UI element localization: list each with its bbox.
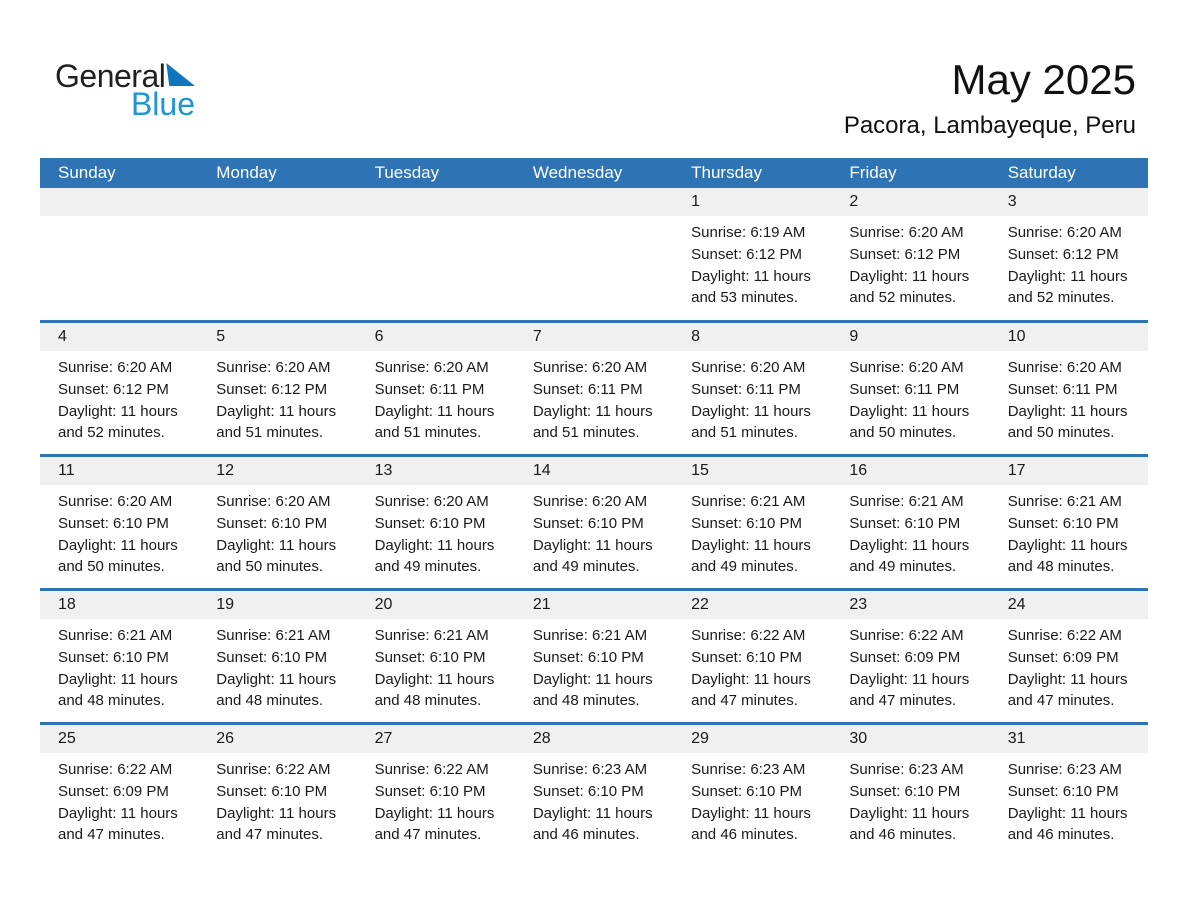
sunrise-text: Sunrise: 6:21 AM: [58, 627, 173, 644]
day-cell-8: [673, 323, 831, 454]
day-cell-6: [357, 323, 515, 454]
daylight-text: Daylight: 11 hours and 51 minutes.: [374, 402, 495, 442]
day-number: 31: [990, 725, 1148, 753]
daylight-text: Daylight: 11 hours and 52 minutes.: [1007, 267, 1128, 307]
day-info: [357, 216, 515, 232]
day-number: 3: [990, 188, 1148, 216]
day-info: [357, 753, 515, 856]
day-number: 29: [673, 725, 831, 753]
sunrise-text: Sunrise: 6:22 AM: [216, 761, 331, 778]
day-cell-empty: [40, 188, 198, 320]
day-cell-23: [831, 591, 989, 722]
sunrise-text: Sunrise: 6:20 AM: [216, 493, 331, 510]
day-number: 21: [515, 591, 673, 619]
daylight-text: Daylight: 11 hours and 49 minutes.: [374, 536, 495, 576]
day-cell-16: [831, 457, 989, 588]
sunrise-text: Sunrise: 6:20 AM: [1007, 224, 1122, 241]
daylight-text: Daylight: 11 hours and 51 minutes.: [532, 402, 653, 442]
day-cell-10: [990, 323, 1148, 454]
day-cell-15: [673, 457, 831, 588]
sunrise-text: Sunrise: 6:20 AM: [58, 359, 173, 376]
day-cell-24: [990, 591, 1148, 722]
day-cell-25: [40, 725, 198, 856]
day-info: [515, 753, 673, 856]
day-number: 17: [990, 457, 1148, 485]
sunset-text: Sunset: 6:12 PM: [216, 380, 328, 398]
day-cell-2: [831, 188, 989, 320]
day-cell-27: [357, 725, 515, 856]
sunrise-text: Sunrise: 6:21 AM: [374, 627, 489, 644]
daylight-text: Daylight: 11 hours and 47 minutes.: [58, 804, 178, 844]
day-cell-18: [40, 591, 198, 722]
sunrise-text: Sunrise: 6:20 AM: [216, 359, 331, 376]
day-info: [515, 351, 673, 454]
day-number: 23: [831, 591, 989, 619]
day-info: [515, 619, 673, 722]
day-cell-11: [40, 457, 198, 588]
day-cell-13: [357, 457, 515, 588]
daylight-text: Daylight: 11 hours and 51 minutes.: [216, 402, 337, 442]
day-cell-19: [198, 591, 356, 722]
weekday-header-friday: Friday: [849, 163, 897, 182]
day-cell-28: [515, 725, 673, 856]
daylight-text: Daylight: 11 hours and 47 minutes.: [849, 670, 970, 710]
day-info: [990, 351, 1148, 454]
sunrise-text: Sunrise: 6:21 AM: [849, 493, 964, 510]
calendar-table: [40, 158, 1148, 856]
sunrise-text: Sunrise: 6:21 AM: [691, 493, 806, 510]
sunrise-text: Sunrise: 6:21 AM: [1007, 493, 1122, 510]
day-number: 26: [198, 725, 356, 753]
sunrise-text: Sunrise: 6:22 AM: [58, 761, 173, 778]
general-blue-logo: [55, 60, 195, 120]
daylight-text: Daylight: 11 hours and 49 minutes.: [691, 536, 811, 576]
weekday-header-saturday: Saturday: [1007, 163, 1076, 182]
day-number: 18: [40, 591, 198, 619]
sunset-text: Sunset: 6:09 PM: [849, 648, 961, 666]
sunrise-text: Sunrise: 6:20 AM: [532, 359, 648, 376]
sunset-text: Sunset: 6:10 PM: [849, 782, 961, 800]
sunset-text: Sunset: 6:10 PM: [691, 648, 803, 666]
day-number: 2: [831, 188, 989, 216]
sunrise-text: Sunrise: 6:22 AM: [849, 627, 964, 644]
sunrise-text: Sunrise: 6:21 AM: [216, 627, 331, 644]
sunset-text: Sunset: 6:10 PM: [532, 648, 644, 666]
day-info: [40, 351, 198, 454]
day-number: 30: [831, 725, 989, 753]
day-info: [831, 485, 989, 588]
sunrise-text: Sunrise: 6:22 AM: [691, 627, 806, 644]
day-number: 8: [673, 323, 831, 351]
day-cell-4: [40, 323, 198, 454]
day-number: 4: [40, 323, 198, 351]
day-cell-5: [198, 323, 356, 454]
day-cell-empty: [357, 188, 515, 320]
sunset-text: Sunset: 6:10 PM: [374, 648, 486, 666]
daylight-text: Daylight: 11 hours and 50 minutes.: [849, 402, 970, 442]
week-row-3: [40, 454, 1148, 588]
day-cell-29: [673, 725, 831, 856]
day-info: [831, 619, 989, 722]
day-cell-26: [198, 725, 356, 856]
sunset-text: Sunset: 6:09 PM: [1007, 648, 1119, 666]
day-cell-14: [515, 457, 673, 588]
weekday-header-monday: Monday: [216, 163, 277, 182]
weekday-header-thursday: Thursday: [691, 163, 762, 182]
day-cell-21: [515, 591, 673, 722]
week-row-1: [40, 188, 1148, 320]
day-info: [40, 753, 198, 856]
sunset-text: Sunset: 6:10 PM: [216, 648, 328, 666]
day-info: [673, 485, 831, 588]
sunrise-text: Sunrise: 6:23 AM: [691, 761, 806, 778]
logo-flag-triangle-icon: [166, 63, 195, 86]
sunset-text: Sunset: 6:10 PM: [532, 514, 644, 532]
week-row-4: [40, 588, 1148, 722]
day-number: 6: [357, 323, 515, 351]
daylight-text: Daylight: 11 hours and 52 minutes.: [58, 402, 178, 442]
sunrise-text: Sunrise: 6:20 AM: [532, 493, 648, 510]
sunrise-text: Sunrise: 6:20 AM: [691, 359, 806, 376]
day-cell-30: [831, 725, 989, 856]
sunset-text: Sunset: 6:10 PM: [216, 782, 328, 800]
day-number: 24: [990, 591, 1148, 619]
sunset-text: Sunset: 6:12 PM: [691, 245, 803, 263]
day-number: 20: [357, 591, 515, 619]
day-cell-17: [990, 457, 1148, 588]
sunrise-text: Sunrise: 6:20 AM: [849, 359, 964, 376]
daylight-text: Daylight: 11 hours and 48 minutes.: [532, 670, 653, 710]
sunset-text: Sunset: 6:10 PM: [374, 514, 486, 532]
sunset-text: Sunset: 6:11 PM: [849, 380, 960, 398]
day-number: 1: [673, 188, 831, 216]
daylight-text: Daylight: 11 hours and 46 minutes.: [849, 804, 970, 844]
day-number: 5: [198, 323, 356, 351]
day-cell-31: [990, 725, 1148, 856]
page-subtitle: Pacora, Lambayeque, Peru: [843, 112, 1136, 140]
sunrise-text: Sunrise: 6:23 AM: [532, 761, 648, 778]
day-cell-empty: [198, 188, 356, 320]
daylight-text: Daylight: 11 hours and 49 minutes.: [849, 536, 970, 576]
day-info: [198, 216, 356, 232]
day-cell-7: [515, 323, 673, 454]
page-title: May 2025: [951, 56, 1136, 103]
sunset-text: Sunset: 6:10 PM: [691, 514, 803, 532]
logo-text-general: General: [55, 58, 166, 94]
sunset-text: Sunset: 6:10 PM: [1007, 782, 1119, 800]
day-cell-empty: [515, 188, 673, 320]
day-info: [198, 753, 356, 856]
sunset-text: Sunset: 6:09 PM: [58, 782, 169, 800]
sunrise-text: Sunrise: 6:22 AM: [374, 761, 489, 778]
daylight-text: Daylight: 11 hours and 48 minutes.: [58, 670, 178, 710]
day-number: 27: [357, 725, 515, 753]
week-row-5: [40, 722, 1148, 856]
sunrise-text: Sunrise: 6:20 AM: [58, 493, 173, 510]
weekday-header-row: [40, 158, 1148, 188]
day-cell-3: [990, 188, 1148, 320]
day-info: [198, 351, 356, 454]
week-row-2: [40, 320, 1148, 454]
day-number: 22: [673, 591, 831, 619]
weekday-header-tuesday: Tuesday: [374, 163, 440, 182]
calendar-body: [40, 188, 1148, 856]
day-info: [198, 485, 356, 588]
sunrise-text: Sunrise: 6:23 AM: [1007, 761, 1122, 778]
daylight-text: Daylight: 11 hours and 47 minutes.: [1007, 670, 1128, 710]
day-info: [40, 216, 198, 232]
day-info: [831, 351, 989, 454]
sunset-text: Sunset: 6:12 PM: [849, 245, 961, 263]
day-info: [831, 753, 989, 856]
day-cell-9: [831, 323, 989, 454]
sunrise-text: Sunrise: 6:20 AM: [849, 224, 964, 241]
sunrise-text: Sunrise: 6:20 AM: [374, 359, 489, 376]
day-info: [40, 485, 198, 588]
daylight-text: Daylight: 11 hours and 46 minutes.: [532, 804, 653, 844]
sunset-text: Sunset: 6:11 PM: [1007, 380, 1118, 398]
day-info: [515, 216, 673, 232]
day-info: [357, 351, 515, 454]
day-number: 7: [515, 323, 673, 351]
sunset-text: Sunset: 6:10 PM: [691, 782, 803, 800]
sunset-text: Sunset: 6:10 PM: [58, 648, 169, 666]
day-number: 25: [40, 725, 198, 753]
logo-text-blue: Blue: [130, 86, 195, 122]
sunrise-text: Sunrise: 6:21 AM: [532, 627, 648, 644]
daylight-text: Daylight: 11 hours and 50 minutes.: [58, 536, 178, 576]
day-number: 13: [357, 457, 515, 485]
day-info: [673, 753, 831, 856]
daylight-text: Daylight: 11 hours and 52 minutes.: [849, 267, 970, 307]
day-number: 12: [198, 457, 356, 485]
day-info: [673, 351, 831, 454]
daylight-text: Daylight: 11 hours and 47 minutes.: [374, 804, 495, 844]
sunset-text: Sunset: 6:10 PM: [532, 782, 644, 800]
day-number: 10: [990, 323, 1148, 351]
day-info: [990, 753, 1148, 856]
day-info: [831, 216, 989, 319]
sunset-text: Sunset: 6:12 PM: [1007, 245, 1119, 263]
title-block: [844, 57, 1136, 140]
sunset-text: Sunset: 6:10 PM: [849, 514, 961, 532]
day-info: [990, 619, 1148, 722]
sunset-text: Sunset: 6:11 PM: [691, 380, 801, 398]
sunrise-text: Sunrise: 6:20 AM: [1007, 359, 1122, 376]
sunset-text: Sunset: 6:11 PM: [374, 380, 485, 398]
daylight-text: Daylight: 11 hours and 49 minutes.: [532, 536, 653, 576]
day-info: [515, 485, 673, 588]
day-number: 11: [40, 457, 198, 485]
day-number: [515, 188, 673, 216]
daylight-text: Daylight: 11 hours and 48 minutes.: [216, 670, 337, 710]
day-number: [357, 188, 515, 216]
sunset-text: Sunset: 6:10 PM: [1007, 514, 1119, 532]
day-number: 28: [515, 725, 673, 753]
day-cell-1: [673, 188, 831, 320]
day-number: [40, 188, 198, 216]
daylight-text: Daylight: 11 hours and 46 minutes.: [1007, 804, 1128, 844]
daylight-text: Daylight: 11 hours and 51 minutes.: [691, 402, 811, 442]
day-cell-22: [673, 591, 831, 722]
daylight-text: Daylight: 11 hours and 53 minutes.: [691, 267, 811, 307]
sunset-text: Sunset: 6:10 PM: [216, 514, 328, 532]
day-info: [673, 216, 831, 319]
day-info: [673, 619, 831, 722]
daylight-text: Daylight: 11 hours and 50 minutes.: [216, 536, 337, 576]
sunset-text: Sunset: 6:10 PM: [374, 782, 486, 800]
day-info: [990, 485, 1148, 588]
sunrise-text: Sunrise: 6:22 AM: [1007, 627, 1122, 644]
day-number: 19: [198, 591, 356, 619]
day-info: [357, 619, 515, 722]
sunrise-text: Sunrise: 6:23 AM: [849, 761, 964, 778]
sunrise-text: Sunrise: 6:20 AM: [374, 493, 489, 510]
day-cell-20: [357, 591, 515, 722]
weekday-header-sunday: Sunday: [58, 163, 116, 182]
day-number: 14: [515, 457, 673, 485]
day-number: 9: [831, 323, 989, 351]
sunrise-text: Sunrise: 6:19 AM: [691, 224, 806, 241]
day-number: [198, 188, 356, 216]
daylight-text: Daylight: 11 hours and 48 minutes.: [374, 670, 495, 710]
day-info: [198, 619, 356, 722]
weekday-header-wednesday: Wednesday: [532, 163, 623, 182]
daylight-text: Daylight: 11 hours and 46 minutes.: [691, 804, 811, 844]
sunset-text: Sunset: 6:11 PM: [532, 380, 643, 398]
day-number: 16: [831, 457, 989, 485]
sunset-text: Sunset: 6:12 PM: [58, 380, 169, 398]
daylight-text: Daylight: 11 hours and 47 minutes.: [216, 804, 337, 844]
day-info: [40, 619, 198, 722]
daylight-text: Daylight: 11 hours and 50 minutes.: [1007, 402, 1128, 442]
daylight-text: Daylight: 11 hours and 48 minutes.: [1007, 536, 1128, 576]
day-info: [990, 216, 1148, 319]
daylight-text: Daylight: 11 hours and 47 minutes.: [691, 670, 811, 710]
sunset-text: Sunset: 6:10 PM: [58, 514, 169, 532]
day-cell-12: [198, 457, 356, 588]
day-number: 15: [673, 457, 831, 485]
day-info: [357, 485, 515, 588]
